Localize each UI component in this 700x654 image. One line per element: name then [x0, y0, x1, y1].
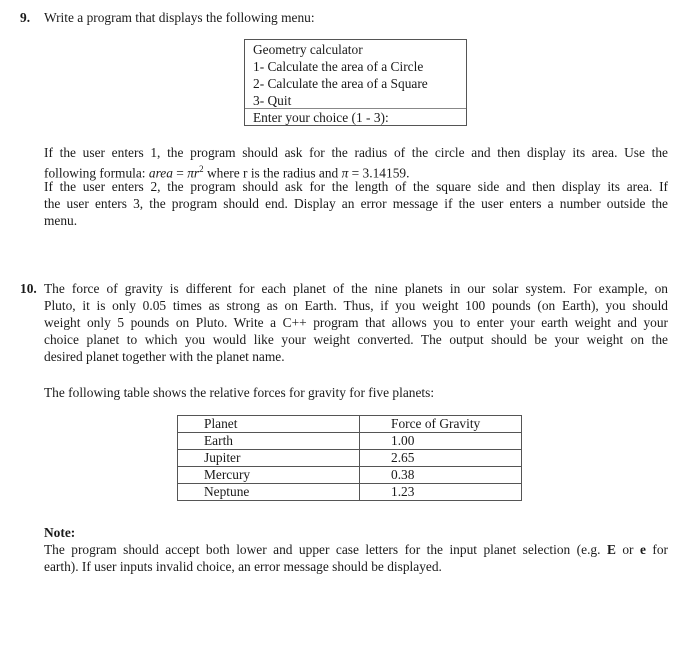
cell-force: 1.00 — [360, 433, 522, 450]
note-line-2: earth). If user inputs invalid choice, an error message should be displayed. — [44, 559, 442, 574]
table-row — [178, 484, 522, 501]
formula-pi-r: πr — [187, 165, 200, 181]
cell-planet: Earth — [178, 433, 360, 450]
note-line-1 — [44, 541, 668, 558]
cell-planet: Neptune — [178, 484, 360, 501]
cell-force: 1.23 — [360, 484, 522, 501]
gravity-table — [177, 415, 522, 501]
table-header-row — [178, 416, 522, 433]
note-label: Note: — [44, 525, 76, 540]
table-intro: The following table shows the relative forces for gravity for five planets: — [44, 385, 435, 400]
menu-title: Geometry calculator — [253, 42, 363, 57]
question-9-prompt: Write a program that displays the following menu: — [44, 10, 315, 25]
q10-line-3: weight only 5 pounds on Pluto. Write a C++ program that allows you to enter your earth weight and your — [44, 315, 668, 330]
cell-planet: Jupiter — [178, 450, 360, 467]
q9-line-4: the user enters 3, the program should end. Display an error message if the user enters a number outside the — [44, 196, 668, 211]
menu-option-1: 1- Calculate the area of a Circle — [253, 59, 424, 74]
note-line-1-end: for — [645, 542, 668, 557]
q9-line-5: menu. — [44, 213, 78, 228]
note-lower-e: e — [639, 542, 646, 557]
q10-line-1: The force of gravity is different for each planet of the nine planets in our solar system. For example, on — [44, 281, 668, 296]
pi-value: = 3.14159. — [348, 165, 410, 181]
formula-equals: = — [172, 165, 188, 181]
formula-area: area — [148, 165, 173, 181]
header-force: Force of Gravity — [360, 416, 522, 433]
q9-line-2-text: following formula: — [44, 165, 149, 181]
note-line-1-text: The program should accept both lower and upper case letters for the input planet selection (e.g. — [44, 542, 607, 557]
q10-line-2: Pluto, it is only 0.05 times as strong as on Earth. Thus, if you weight 100 pounds (on Earth), you should — [44, 298, 668, 313]
q9-line-2-text-b: where r is the radius and — [203, 165, 342, 181]
menu-option-2: 2- Calculate the area of a Square — [253, 76, 428, 91]
q10-line-5: desired planet together with the planet name. — [44, 349, 285, 364]
note-upper-e: E — [606, 542, 616, 557]
q10-line-4: choice planet to which you would like your weight converted. The output should be your weight on the — [44, 332, 668, 347]
table-row — [178, 433, 522, 450]
header-planet: Planet — [178, 416, 360, 433]
q9-line-3: If the user enters 2, the program should ask for the length of the square side and then display its area. If — [44, 179, 668, 194]
table-row — [178, 450, 522, 467]
menu-box — [244, 39, 467, 126]
question-10-number: 10. — [20, 281, 37, 296]
cell-force: 2.65 — [360, 450, 522, 467]
q9-line-1: If the user enters 1, the program should ask for the radius of the circle and then display its area. Use the — [44, 145, 668, 160]
cell-force: 0.38 — [360, 467, 522, 484]
table-row — [178, 467, 522, 484]
formula-exponent: 2 — [199, 164, 204, 174]
pi-symbol: π — [341, 165, 349, 181]
question-9-number: 9. — [20, 10, 31, 25]
cell-planet: Mercury — [178, 467, 360, 484]
menu-option-3: 3- Quit — [253, 93, 292, 108]
menu-prompt: Enter your choice (1 - 3): — [253, 110, 389, 125]
note-or: or — [615, 542, 640, 557]
